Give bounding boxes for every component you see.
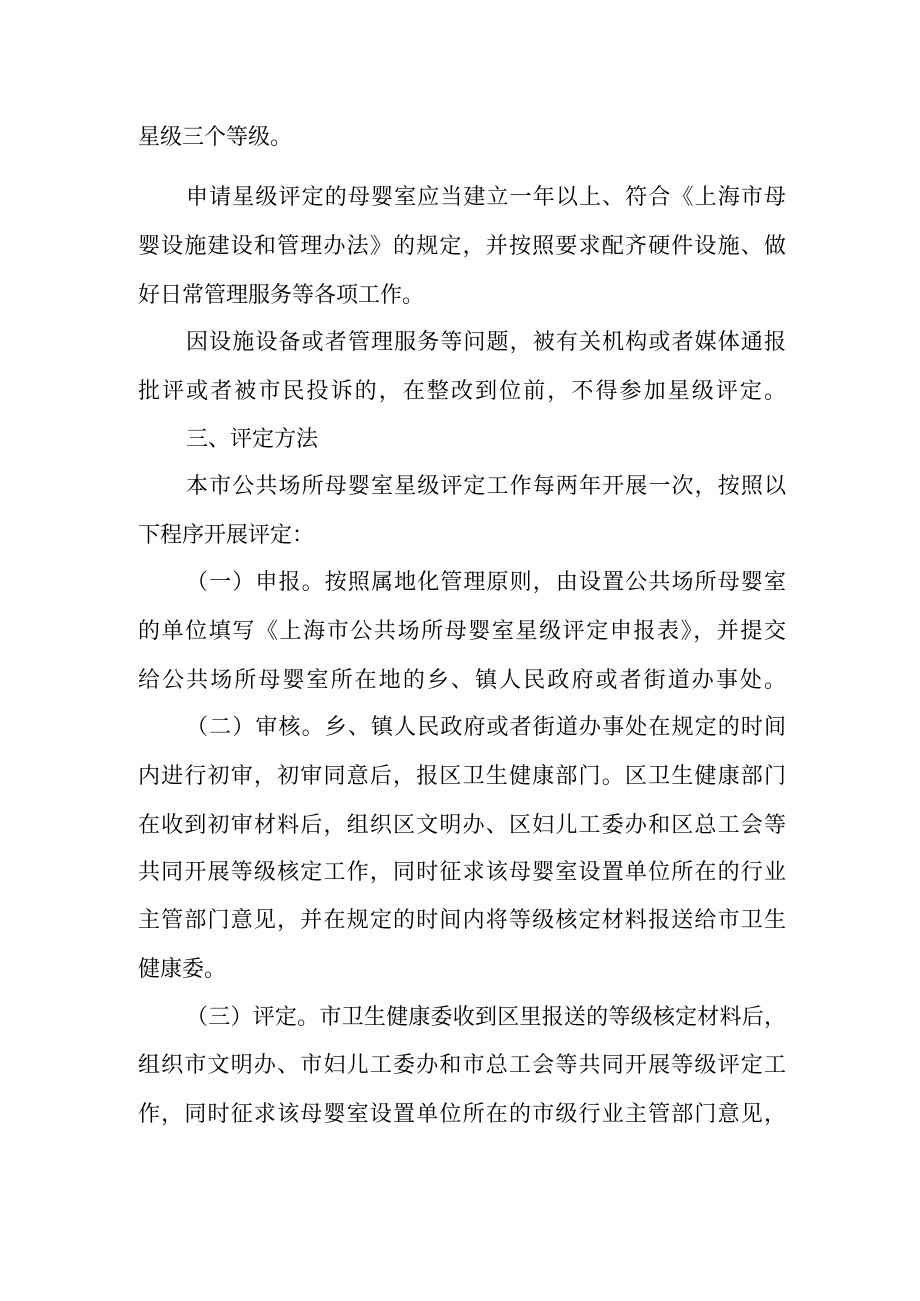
paragraph-line: 给公共场所母婴室所在地的乡、镇人民政府或者街道办事处。 xyxy=(138,668,786,693)
paragraph-line: 申请星级评定的母婴室应当建立一年以上、符合《上海市母 xyxy=(186,185,786,210)
paragraph-line: 主管部门意见，并在规定的时间内将等级核定材料报送给市卫生 xyxy=(138,908,786,933)
paragraph-line: 共同开展等级核定工作，同时征求该母婴室设置单位所在的行业 xyxy=(138,860,786,885)
paragraph-line: 星级三个等级。 xyxy=(138,125,293,150)
section-heading: 三、评定方法 xyxy=(186,427,319,452)
paragraph-line: 好日常管理服务等各项工作。 xyxy=(138,283,425,308)
paragraph-line: 健康委。 xyxy=(138,957,227,982)
paragraph-line: 作，同时征求该母婴室设置单位所在的市级行业主管部门意见， xyxy=(138,1102,786,1127)
paragraph-line: 的单位填写《上海市公共场所母婴室星级评定申报表》，并提交 xyxy=(138,619,786,644)
paragraph-line: （二）审核。乡、镇人民政府或者街道办事处在规定的时间 xyxy=(186,715,786,740)
paragraph-line: 因设施设备或者管理服务等问题，被有关机构或者媒体通报 xyxy=(186,330,786,355)
paragraph-line: 本市公共场所母婴室星级评定工作每两年开展一次，按照以 xyxy=(186,474,786,499)
paragraph-line: 在收到初审材料后，组织区文明办、区妇儿工委办和区总工会等 xyxy=(138,813,786,838)
paragraph-line: 组织市文明办、市妇儿工委办和市总工会等共同开展等级评定工 xyxy=(138,1053,786,1078)
paragraph-line: 内进行初审，初审同意后，报区卫生健康部门。区卫生健康部门 xyxy=(138,764,786,789)
paragraph-line: 婴设施建设和管理办法》的规定，并按照要求配齐硬件设施、做 xyxy=(138,234,786,259)
paragraph-line: 下程序开展评定： xyxy=(138,523,315,548)
paragraph-line: 批评或者被市民投诉的，在整改到位前，不得参加星级评定。 xyxy=(138,379,786,404)
paragraph-line: （三）评定。市卫生健康委收到区里报送的等级核定材料后， xyxy=(186,1005,786,1030)
paragraph-line: （一）申报。按照属地化管理原则，由设置公共场所母婴室 xyxy=(186,570,786,595)
